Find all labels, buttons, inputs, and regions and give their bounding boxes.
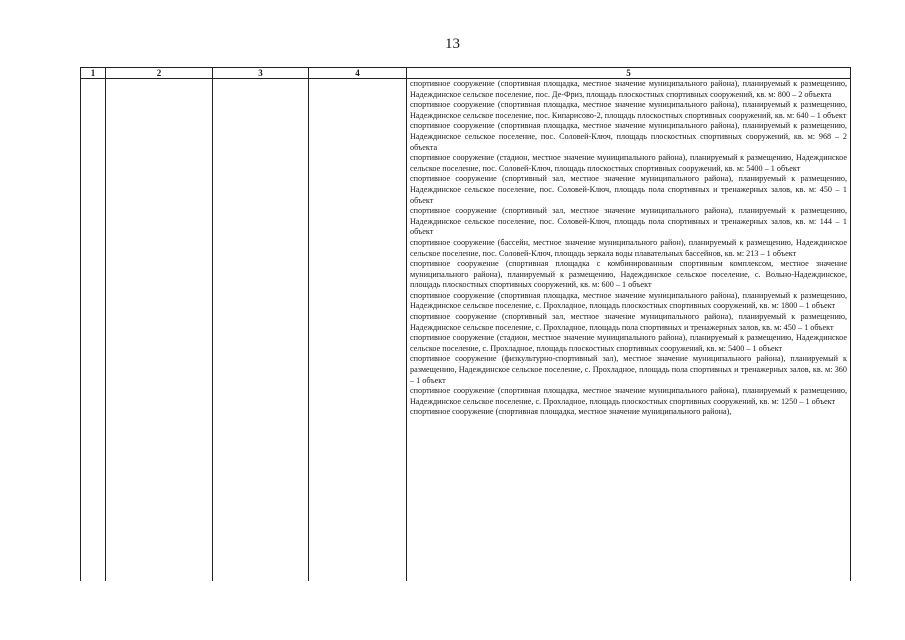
list-item: спортивное сооружение (спортивная площадка, местное значение муниципального района), планируемый к размещению, Надеждинское сельское поселение, пос. Соловей-Ключ, площадь плоскостных спортивных сооружений, кв. м: 968 – 2 объекта bbox=[410, 121, 847, 152]
list-item: спортивное сооружение (бассейн, местное значение муниципального район), планируемый к размещению, Надеждинское сельское поселение, пос. Соловей-Ключ, площадь зеркала воды плавательных бассейнов, кв. м: 213 – 1 объект bbox=[410, 237, 847, 258]
table-header-row bbox=[81, 68, 851, 79]
list-item: спортивное сооружение (спортивный зал, местное значение муниципального района), планируемый к размещению, Надеждинское сельское поселение, пос. Соловей-Ключ, площадь пола спортивных и тренажерных залов, кв. м: 144 – 1 объект bbox=[410, 206, 847, 237]
list-item: спортивное сооружение (стадион, местное значение муниципального района), планируемый к размещению, Надеждинское сельское поселение, с. Прохладное, площадь плоскостных спортивных сооружений, кв. м: 5400 – 1 объект bbox=[410, 333, 847, 353]
table-row bbox=[81, 79, 851, 582]
list-item: спортивное сооружение (спортивная площадка с комбинированным спортивным комплексом, местное значение муниципального района), планируемый к размещению, Надеждинское сельское поселение, с. Вольно-Надеждинское, площадь плоскостных спортивных сооружений, кв. м: 600 – 1 объект bbox=[410, 259, 847, 290]
list-item: спортивное сооружение (спортивный зал, местное значение муниципального района), планируемый к размещению, Надеждинское сельское поселение, с. Прохладное, площадь пола спортивных и тренажерных залов, кв. м: 450 – 1 объект bbox=[410, 312, 847, 332]
list-item: спортивное сооружение (спортивная площадка, местное значение муниципального района), планируемый к размещению, Надеждинское сельское поселение, с. Прохладное, площадь плоскостных спортивных сооружений, кв. м: 1250 – 1 объект bbox=[410, 386, 847, 406]
list-item: спортивное сооружение (физкультурно-спортивный зал), местное значение муниципального района), планируемый к размещению, Надеждинское сельское поселение, с. Прохладное, площадь пола спортивных и тренажерных залов, кв. м: 360 – 1 объект bbox=[410, 354, 847, 385]
cell-col-2 bbox=[106, 79, 213, 582]
page-number: 13 bbox=[445, 36, 460, 52]
cell-col-3 bbox=[213, 79, 309, 582]
data-table bbox=[80, 67, 851, 581]
list-item: спортивное сооружение (спортивный зал, местное значение муниципального района), планируемый к размещению, Надеждинское сельское поселение, пос. Соловей-Ключ, площадь пола спортивных и тренажерных залов, кв. м: 450 – 1 объект bbox=[410, 174, 847, 205]
column-header-4: 4 bbox=[309, 68, 407, 79]
list-item: спортивное сооружение (спортивная площадка, местное значение муниципального района), планируемый к размещению, Надеждинское сельское поселение, пос. Де-Фриз, площадь плоскостных спортивных сооружений, кв. м: 800 – 2 объекта bbox=[410, 79, 847, 99]
column-header-5: 5 bbox=[407, 68, 851, 79]
list-item: спортивное сооружение (спортивная площадка, местное значение муниципального района), планируемый к размещению, Надеждинское сельское поселение, пос. Кипарисово-2, площадь плоскостных спортивных сооружений, кв. м: 640 – 1 объект bbox=[410, 100, 847, 120]
column-header-1: 1 bbox=[81, 68, 106, 79]
list-item: спортивное сооружение (стадион, местное значение муниципального района), планируемый к размещению, Надеждинское сельское поселение, пос. Соловей-Ключ, площадь плоскостных спортивных сооружений, кв. м: 5400 – 1 объект bbox=[410, 153, 847, 173]
entries-list bbox=[407, 79, 850, 416]
list-item: спортивное сооружение (спортивная площадка, местное значение муниципального района), bbox=[410, 407, 732, 417]
column-header-2: 2 bbox=[106, 68, 213, 79]
cell-col-1 bbox=[81, 79, 106, 582]
list-item: спортивное сооружение (спортивная площадка, местное значение муниципального района), планируемый к размещению, Надеждинское сельское поселение, с. Прохладное, площадь плоскостных спортивных сооружений, кв. м: 1800 – 1 объект bbox=[410, 290, 847, 311]
cell-col-4 bbox=[309, 79, 407, 582]
cell-col-5 bbox=[407, 79, 851, 582]
column-header-3: 3 bbox=[213, 68, 309, 79]
